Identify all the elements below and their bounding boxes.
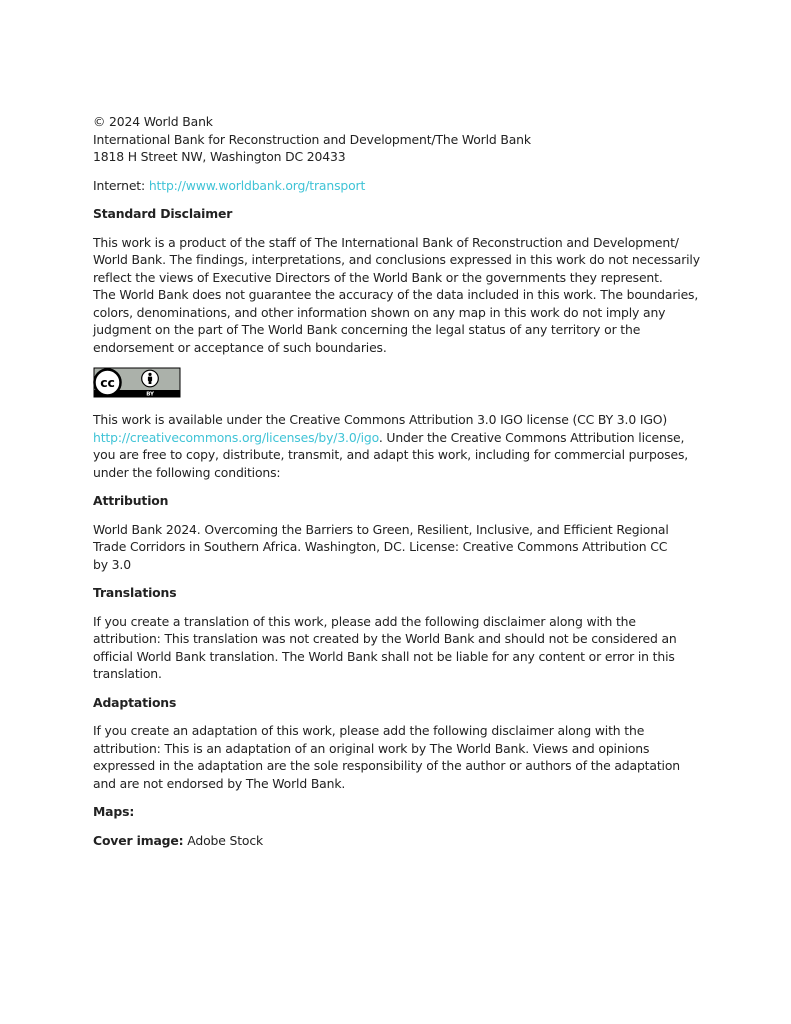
creative-commons-license-link[interactable]: http://creativecommons.org/licenses/by/3.0/igo (93, 429, 379, 445)
standard-disclaimer-text (93, 234, 703, 357)
license-line: you are free to copy, distribute, transmit, and adapt this work, including for commercial purposes, (93, 447, 689, 462)
attribution-line: by 3.0 (93, 556, 131, 572)
copyright-line: © 2024 World Bank (93, 114, 213, 129)
cover-image-line (93, 832, 703, 850)
attribution-line: Trade Corridors in Southern Africa. Washington, DC. License: Creative Commons Attribution CC (93, 539, 668, 554)
internet-label: Internet: (93, 177, 149, 193)
address-line: 1818 H Street NW, Washington DC 20433 (93, 149, 346, 164)
by-text: BY (146, 391, 154, 398)
cover-image-value: Adobe Stock (183, 832, 264, 848)
attribution-line: World Bank 2024. Overcoming the Barriers to Green, Resilient, Inclusive, and Efficient Regional (93, 521, 669, 537)
translations-text (93, 613, 703, 683)
adaptations-heading: Adaptations (93, 694, 177, 710)
attribution-text (93, 521, 703, 574)
standard-disclaimer-heading: Standard Disclaimer (93, 206, 233, 221)
disclaimer-line: The World Bank does not guarantee the accuracy of the data included in this work. The boundaries, (93, 287, 699, 302)
worldbank-transport-link[interactable]: http://www.worldbank.org/transport (148, 177, 366, 193)
license-text (93, 411, 703, 481)
adaptations-line: attribution: This is an adaptation of an original work by The World Bank. Views and opinions (93, 740, 650, 756)
translations-line: translation. (93, 666, 162, 681)
adaptations-line: and are not endorsed by The World Bank. (93, 775, 346, 791)
cc-by-license-icon (93, 367, 181, 398)
copyright-block (93, 113, 703, 166)
internet-line (93, 177, 703, 195)
translations-heading: Translations (93, 585, 177, 600)
translations-line: attribution: This translation was not created by the World Bank and should not be considered an (93, 631, 677, 646)
disclaimer-line: judgment on the part of The World Bank concerning the legal status of any territory or the (93, 322, 641, 337)
adaptations-line: If you create an adaptation of this work, please add the following disclaimer along with the (93, 723, 645, 738)
translations-line: official World Bank translation. The World Bank shall not be liable for any content or error in this (93, 648, 675, 664)
publisher-line: International Bank for Reconstruction and Development/The World Bank (93, 131, 531, 147)
copyright-page-content (93, 113, 703, 860)
license-line-rest: . Under the Creative Commons Attribution license, (378, 429, 685, 445)
disclaimer-line: reflect the views of Executive Directors of the World Bank or the governments they represent. (93, 269, 663, 285)
license-line-with-link (93, 429, 703, 447)
cc-text: cc (100, 375, 115, 390)
cover-image-label: Cover image: (93, 832, 184, 848)
disclaimer-line: endorsement or acceptance of such boundaries. (93, 339, 387, 355)
adaptations-line: expressed in the adaptation are the sole responsibility of the author or authors of the adaptation (93, 758, 680, 773)
disclaimer-line: This work is a product of the staff of The International Bank of Reconstruction and Development/ (93, 234, 679, 250)
disclaimer-line: colors, denominations, and other information shown on any map in this work do not imply any (93, 304, 666, 320)
attribution-heading: Attribution (93, 493, 169, 508)
translations-line: If you create a translation of this work, please add the following disclaimer along with the (93, 613, 636, 629)
license-line: under the following conditions: (93, 464, 281, 480)
license-line: This work is available under the Creative Commons Attribution 3.0 IGO license (CC BY 3.0 IGO) (93, 412, 668, 427)
adaptations-text (93, 722, 703, 792)
disclaimer-line: World Bank. The findings, interpretations, and conclusions expressed in this work do not necessarily (93, 252, 700, 267)
maps-heading: Maps: (93, 804, 135, 819)
